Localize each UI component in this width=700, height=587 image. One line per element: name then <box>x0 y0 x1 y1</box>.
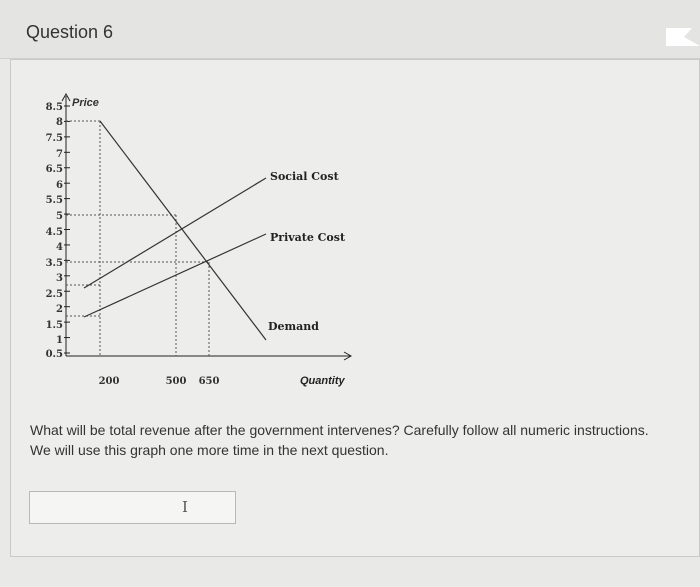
y-tick-label: 8 <box>56 117 63 128</box>
answer-input[interactable] <box>29 491 236 524</box>
private-cost-label: Private Cost <box>270 231 346 244</box>
y-axis-label: Price <box>72 97 99 109</box>
y-tick-label: 5 <box>56 211 63 222</box>
y-tick-label: 3.5 <box>45 258 63 269</box>
y-tick-label: 6 <box>56 180 63 191</box>
y-tick-label: 4.5 <box>45 227 63 238</box>
y-tick-label: 2.5 <box>45 289 63 300</box>
y-tick-label: 4 <box>56 242 63 253</box>
y-tick-label: 1 <box>56 335 63 346</box>
y-tick-label: 1.5 <box>45 320 63 331</box>
demand-line <box>100 121 266 340</box>
text-cursor-icon: I <box>182 498 188 516</box>
social-cost-line <box>84 178 266 288</box>
demand-label: Demand <box>268 320 319 333</box>
question-title: Question 6 <box>26 22 114 42</box>
x-tick-label: 650 <box>198 376 220 387</box>
y-tick-label: 0.5 <box>45 349 63 360</box>
y-tick-label: 7 <box>56 149 63 160</box>
x-axis-label: Quantity <box>300 375 345 387</box>
y-tick-label: 2 <box>56 304 63 315</box>
x-tick-label: 200 <box>98 376 120 387</box>
question-prompt: What will be total revenue after the government intervenes? Carefully follow all numeric instructions. We will use this graph one more time in the next question. <box>30 422 649 458</box>
social-cost-label: Social Cost <box>270 170 339 183</box>
y-tick-label: 6.5 <box>45 164 63 175</box>
x-tick-label: 500 <box>165 376 187 387</box>
y-tick-label: 5.5 <box>45 195 63 206</box>
y-tick-label: 3 <box>56 273 63 284</box>
y-tick-label: 7.5 <box>45 133 63 144</box>
y-tick-label: 8.5 <box>45 102 63 113</box>
